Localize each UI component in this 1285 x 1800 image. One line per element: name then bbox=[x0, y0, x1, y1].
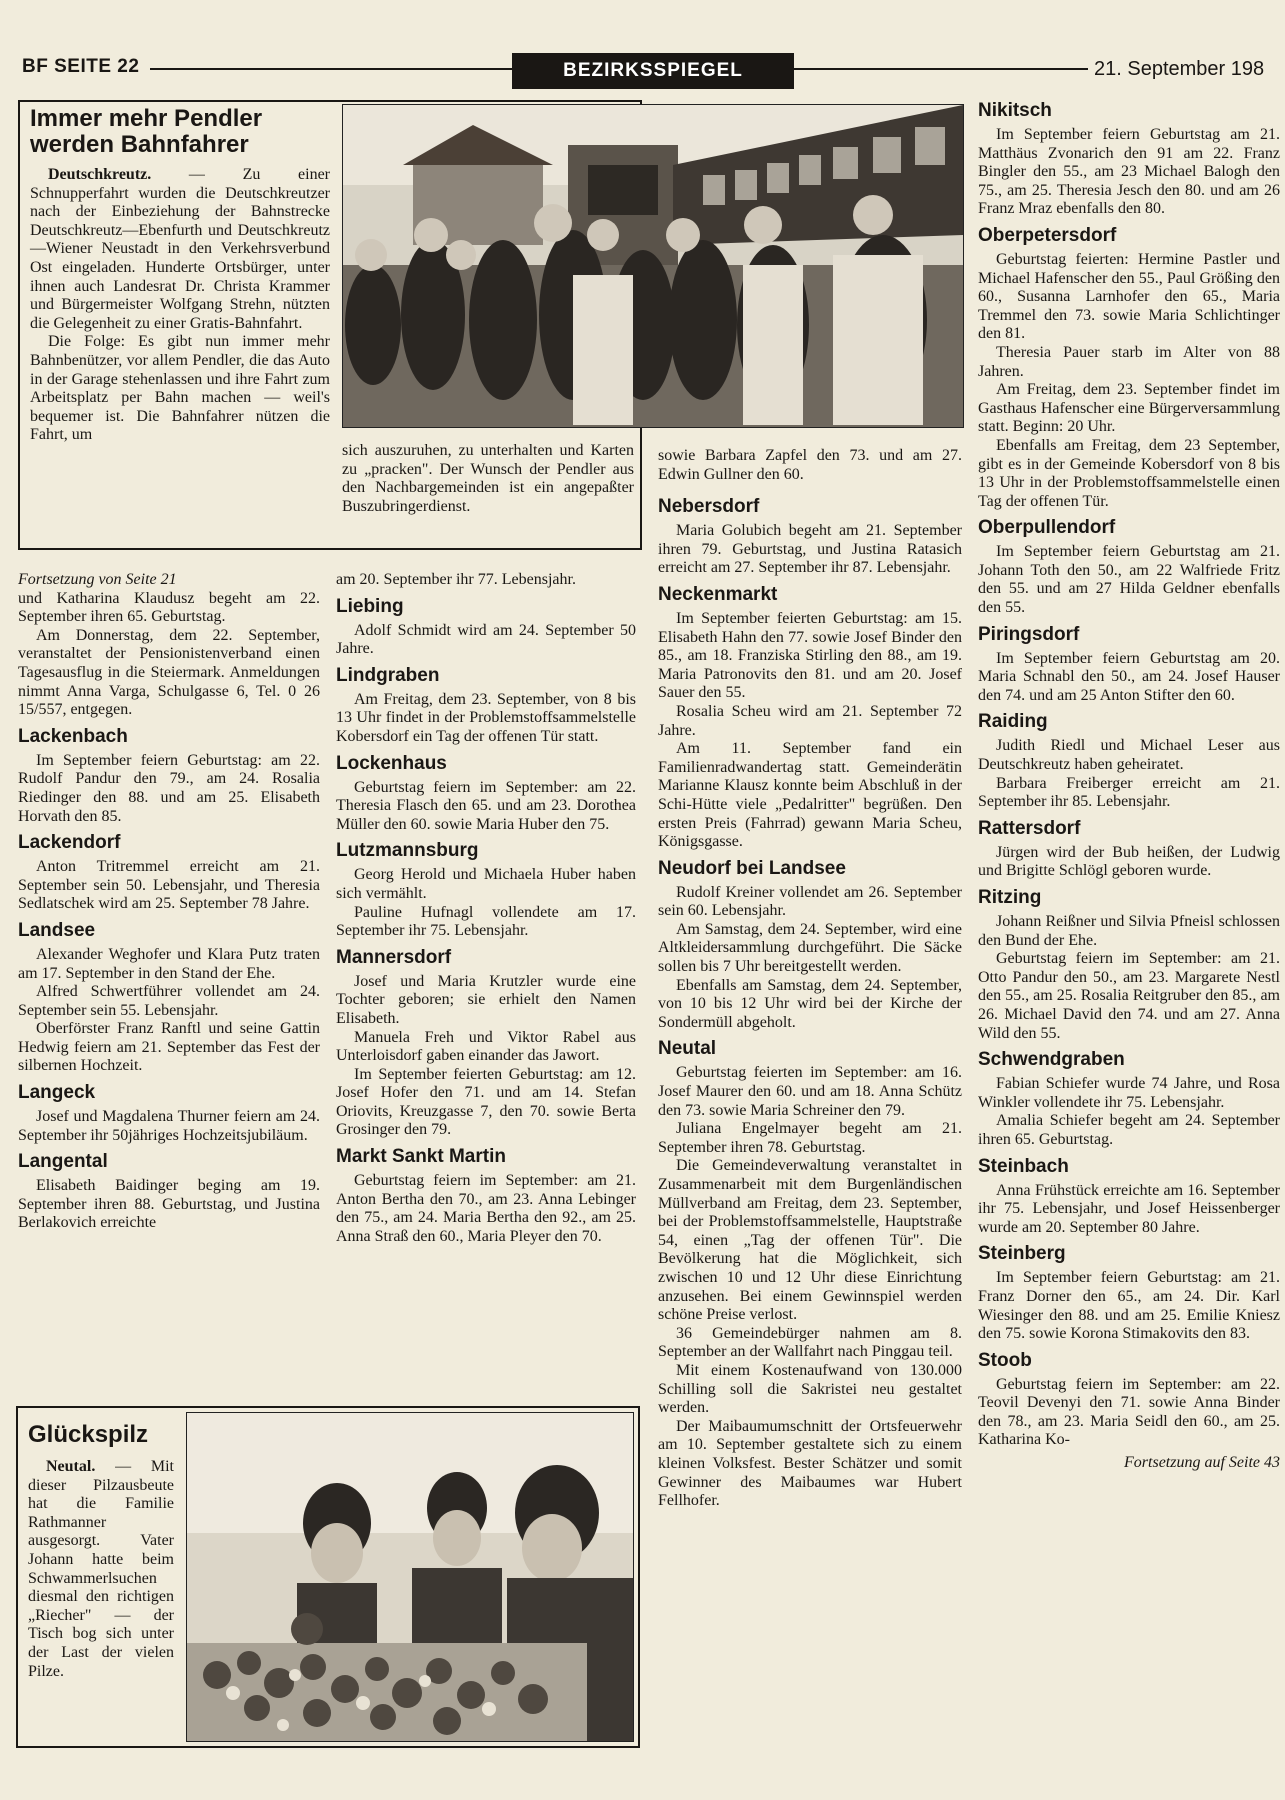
text-oberpetersdorf-4: Ebenfalls am Freitag, dem 23 September, gibt es in der Gemeinde Kobersdorf von 8 bis 13 Uhr in der Problemstoffsammelstelle einen Tag der offenen Tür. bbox=[978, 436, 1280, 510]
heading-stoob: Stoob bbox=[978, 1349, 1032, 1371]
heading-lutzmannsburg: Lutzmannsburg bbox=[336, 840, 479, 862]
text-langeck: Josef und Magdalena Thurner feiern am 24. September ihr 50jähriges Hochzeitsjubiläum. bbox=[18, 1108, 320, 1144]
text-steinberg: Im September feiern Geburtstag: am 21. Franz Dorner den 65., am 24. Dir. Karl Wiesinger den 88. und am 25. Emilie Kniesz den 75. sowie Korona Stimakovits den 83. bbox=[978, 1269, 1280, 1343]
text-schwendgraben-2: Amalia Schiefer begeht am 24. September ihren 65. Geburtstag. bbox=[978, 1112, 1280, 1148]
heading-schwendgraben: Schwendgraben bbox=[978, 1049, 1125, 1071]
text-oberpetersdorf-2: Theresia Pauer starb im Alter von 88 Jahren. bbox=[978, 343, 1280, 380]
text-neutal-6: Der Maibaumumschnitt der Ortsfeuerwehr am 10. September gestaltete sich zu einem kleinen Volksfest. Bester Schätzer und somit Gewinner des Maibaumes war Hubert Fellhofer. bbox=[658, 1417, 962, 1510]
heading-rattersdorf: Rattersdorf bbox=[978, 817, 1081, 839]
text-raiding-2: Barbara Freiberger erreicht am 21. September ihr 85. Lebensjahr. bbox=[978, 774, 1280, 811]
text-neutal-4: 36 Gemeindebürger nahmen am 8. September an der Wallfahrt nach Pinggau teil. bbox=[658, 1324, 962, 1361]
text-neudorf-1: Rudolf Kreiner vollendet am 26. September sein 60. Lebensjahr. bbox=[658, 883, 962, 920]
col1-p1: Am Donnerstag, dem 22. September, veranstaltet der Pensionistenverband einen Tagesausflug in die Steiermark. Anmeldungen nimmt Anna Varga, Schulgasse 6, Tel. 0 26 15/557, entgegen. bbox=[18, 626, 320, 719]
text-lockenhaus: Geburtstag feiern im September: am 22. Theresia Flasch den 65. und am 23. Dorothea Müller den 60. sowie Maria Huber den 75. bbox=[336, 778, 636, 833]
heading-ritzing: Ritzing bbox=[978, 887, 1042, 908]
heading-lockenhaus: Lockenhaus bbox=[336, 752, 447, 774]
header-rule-right bbox=[794, 68, 1088, 70]
text-oberpetersdorf-1: Geburtstag feierten: Hermine Pastler und Michael Hafenscher den 55., Paul Größing den 60., Susanna Larnhofer den 65., Maria Tremmel den 73. sowie Maria Schlichtinger den 81. bbox=[978, 250, 1280, 343]
text-neutal-5: Mit einem Kostenaufwand von 130.000 Schilling soll die Sakristei neu gestaltet werden. bbox=[658, 1361, 962, 1417]
text-mannersdorf-3: Im September feierten Geburtstag: am 12. Josef Hofer den 71. und am 14. Stefan Oriovits, Kreuzgasse 7, den 70. sowie Berta Grosinger den 79. bbox=[336, 1065, 636, 1139]
heading-neudorf: Neudorf bei Landsee bbox=[658, 857, 846, 879]
lead-title: Immer mehr Pendler werden Bahnfahrer bbox=[30, 105, 263, 158]
text-lindgraben: Am Freitag, dem 23. September, von 8 bis 13 Uhr findet in der Problemstoffsammelstelle Kobersdorf ein Tag der offenen Tür statt. bbox=[336, 690, 636, 745]
lead-dateline: Deutschkreutz. bbox=[48, 166, 152, 183]
heading-langental: Langental bbox=[18, 1151, 108, 1173]
glueckspilz-text bbox=[28, 1458, 174, 1681]
text-markt-sankt-martin: Geburtstag feiern im September: am 21. Anton Bertha den 70., am 23. Anna Lebinger den 75., am 24. Maria Bertha den 92., am 25. Anna Straß den 60., Maria Pleyer den 70. bbox=[336, 1172, 636, 1245]
text-neutal-1: Geburtstag feierten im September: am 16. Josef Maurer den 60. und am 18. Anna Schütz den 73. sowie Maria Schreiner den 79. bbox=[658, 1064, 962, 1119]
heading-steinberg: Steinberg bbox=[978, 1243, 1066, 1265]
heading-oberpullendorf: Oberpullendorf bbox=[978, 517, 1116, 539]
text-schwendgraben-1: Fabian Schiefer wurde 74 Jahre, und Rosa Winkler vollendete ihr 75. Lebensjahr. bbox=[978, 1075, 1280, 1111]
glueckspilz-title: Glückspilz bbox=[28, 1421, 149, 1448]
text-steinbach: Anna Frühstück erreichte am 16. September ihr 75. Lebensjahr, und Josef Heissenberger wurde am 20. September 80 Jahre. bbox=[978, 1181, 1280, 1236]
heading-nebersdorf: Nebersdorf bbox=[658, 496, 760, 518]
continued-on: Fortsetzung auf Seite 43 bbox=[1124, 1454, 1280, 1472]
text-stoob: Geburtstag feiern im September: am 22. Teovil Devenyi den 71. sowie Anna Binder den 78., am 23. Maria Seidl den 60., am 25. Katharina Ko- bbox=[978, 1375, 1280, 1449]
heading-neckenmarkt: Neckenmarkt bbox=[658, 583, 778, 605]
continued-from: Fortsetzung von Seite 21 bbox=[18, 571, 177, 588]
text-neckenmarkt-1: Im September feierten Geburtstag: am 15. Elisabeth Hahn den 77. sowie Josef Binder den 85., am 18. Franziska Stirling den 88., am 19. Maria Patronovits den 81. und am 20. Josef Sauer den 55. bbox=[658, 609, 962, 702]
train-photo-illustration bbox=[343, 105, 963, 427]
heading-piringsdorf: Piringsdorf bbox=[978, 623, 1080, 645]
lead-story bbox=[30, 106, 330, 445]
text-neudorf-2: Am Samstag, dem 24. September, wird eine Altkleidersammlung durchgeführt. Die Säcke sollen bis 7 Uhr bereitgestellt werden. bbox=[658, 920, 962, 976]
header-rule-left bbox=[150, 68, 512, 70]
column-4 bbox=[978, 100, 1280, 1473]
text-landsee-3: Oberförster Franz Ranftl und seine Gattin Hedwig feiern am 21. September das Fest der silbernen Hochzeit. bbox=[18, 1020, 320, 1075]
page-date: 21. September 198 bbox=[1094, 58, 1265, 80]
heading-nikitsch: Nikitsch bbox=[978, 100, 1052, 121]
text-piringsdorf: Im September feiern Geburtstag am 20. Maria Schnabl den 50., am 24. Josef Hauser den 74. und am 25 Anton Stifter den 60. bbox=[978, 649, 1280, 704]
text-oberpullendorf: Im September feiern Geburtstag am 21. Johann Toth den 50., am 22 Walfriede Fritz den 55. und am 27 Hilda Geldner ebenfalls den 55. bbox=[978, 543, 1280, 617]
column-1 bbox=[18, 571, 320, 1233]
text-nebersdorf: Maria Golubich begeht am 21. September ihren 79. Geburtstag, und Justina Ratasich erreicht am 27. September ihr 87. Lebensjahr. bbox=[658, 522, 962, 577]
text-ritzing-1: Johann Reißner und Silvia Pfneisl schlossen den Bund der Ehe. bbox=[978, 913, 1280, 949]
column-3 bbox=[658, 447, 962, 1511]
heading-lackendorf: Lackendorf bbox=[18, 832, 121, 854]
text-landsee-2: Alfred Schwertführer vollendet am 24. September sein 55. Lebensjahr. bbox=[18, 983, 320, 1019]
heading-langeck: Langeck bbox=[18, 1082, 96, 1104]
text-lutzmannsburg-1: Georg Herold und Michaela Huber haben sich vermählt. bbox=[336, 866, 636, 902]
text-mannersdorf-2: Manuela Freh und Viktor Rabel aus Unterloisdorf gaben einander das Jawort. bbox=[336, 1028, 636, 1065]
mushroom-photo-illustration bbox=[187, 1413, 633, 1741]
heading-lackenbach: Lackenbach bbox=[18, 725, 128, 747]
heading-markt-sankt-martin: Markt Sankt Martin bbox=[336, 1146, 506, 1168]
col1-p0: und Katharina Klaudusz begeht am 22. September ihren 65. Geburtstag. bbox=[18, 589, 320, 626]
train-photo bbox=[342, 104, 964, 428]
text-rattersdorf: Jürgen wird der Bub heißen, der Ludwig und Brigitte Schlögl geboren wurde. bbox=[978, 843, 1280, 880]
text-neutal-2: Juliana Engelmayer begeht am 21. September ihren 78. Geburtstag. bbox=[658, 1120, 962, 1156]
text-raiding-1: Judith Riedl und Michael Leser aus Deutschkreutz haben geheiratet. bbox=[978, 737, 1280, 774]
text-neckenmarkt-3: Am 11. September fand ein Familienradwandertag statt. Gemeinderätin Marianne Klausz konnte beim Abschluß in der Schi-Hütte viele „Pedalritter" begrüßen. Den ersten Preis (Fahrrad) gewann Maria Scheu, Königsgasse. bbox=[658, 740, 962, 851]
column-2 bbox=[336, 571, 636, 1246]
heading-landsee: Landsee bbox=[18, 919, 96, 941]
heading-lindgraben: Lindgraben bbox=[336, 664, 440, 686]
lead-p2: Die Folge: Es gibt nun immer mehr Bahnbenützer, vor allem Pendler, die das Auto in der Garage stehenlassen und ihre Fahrt zum Arbeitsplatz per Bahn machen — weil's bequemer ist. Die Bahnfahrer nützen die Fahrt, um bbox=[30, 333, 330, 444]
text-lutzmannsburg-2: Pauline Hufnagl vollendete am 17. September ihr 75. Lebensjahr. bbox=[336, 903, 636, 940]
glueckspilz-dateline: Neutal. bbox=[46, 1458, 96, 1475]
glueckspilz-story bbox=[28, 1422, 174, 1681]
mushroom-photo bbox=[186, 1412, 634, 1742]
text-liebing: Adolf Schmidt wird am 24. September 50 Jahre. bbox=[336, 621, 636, 658]
text-oberpetersdorf-3: Am Freitag, dem 23. September findet im Gasthaus Hafenscher eine Bürgerversammlung statt. Beginn: 20 Uhr. bbox=[978, 381, 1280, 436]
glueckspilz-body: — Mit dieser Pilzausbeute hat die Familie Rathmanner ausgesorgt. Vater Johann hatte beim Schwammerlsuchen diesmal den richtigen „Riecher" — der Tisch bog sich unter der Last der vielen Pilze. bbox=[28, 1458, 174, 1680]
text-mannersdorf-1: Josef und Maria Krutzler wurde eine Tochter geboren; sie erhielt den Namen Elisabeth. bbox=[336, 972, 636, 1027]
lead-p1: — Zu einer Schnupperfahrt wurden die Deutschkreutzer nach der Einbeziehung der Bahnstrecke Deutschkreutz—Ebenfurth und Deutschkreutz—Wiener Neustadt in den Verkehrsverbund Ost eingeladen. Hunderte Ortsbürger, unter ihnen auch Landesrat Dr. Christa Krammer und Bürgermeister Wolfgang Strehn, nützten die Gelegenheit zu einer Gratis-Bahnfahrt. bbox=[30, 166, 331, 332]
text-langental: Elisabeth Baidinger beging am 19. September ihren 88. Geburtstag, und Justina Berlakovich erreichte bbox=[18, 1177, 320, 1232]
text-neudorf-3: Ebenfalls am Samstag, dem 24. September, von 10 bis 12 Uhr wird bei der Kirche der Sondermüll abgeholt. bbox=[658, 976, 962, 1031]
section-banner: BEZIRKSSPIEGEL bbox=[512, 53, 794, 89]
text-lackendorf: Anton Tritremmel erreicht am 21. September sein 50. Lebensjahr, und Theresia Sedlatschek wird am 25. September 78 Jahre. bbox=[18, 858, 320, 913]
heading-steinbach: Steinbach bbox=[978, 1155, 1069, 1177]
heading-oberpetersdorf: Oberpetersdorf bbox=[978, 224, 1117, 246]
lead-text bbox=[30, 166, 330, 445]
heading-raiding: Raiding bbox=[978, 711, 1048, 733]
text-neckenmarkt-2: Rosalia Scheu wird am 21. September 72 Jahre. bbox=[658, 702, 962, 739]
page-label: BF SEITE 22 bbox=[22, 56, 140, 77]
text-landsee-1: Alexander Weghofer und Klara Putz traten am 17. September in den Stand der Ehe. bbox=[18, 945, 320, 982]
lead-continuation bbox=[342, 442, 634, 516]
col3-p0: sowie Barbara Zapfel den 73. und am 27. Edwin Gullner den 60. bbox=[658, 447, 962, 483]
heading-mannersdorf: Mannersdorf bbox=[336, 946, 452, 968]
heading-liebing: Liebing bbox=[336, 595, 404, 617]
text-ritzing-2: Geburtstag feiern im September: am 21. Otto Pandur den 50., am 23. Margarete Nestl den 55., am 25. Rosalia Reitgruber den 85., am 26. Michael David den 74. und am 27. Anna Wild den 55. bbox=[978, 950, 1280, 1042]
col2-p0: am 20. September ihr 77. Lebensjahr. bbox=[336, 571, 576, 588]
text-nikitsch: Im September feiern Geburtstag am 21. Matthäus Zvonarich den 91 am 22. Franz Bingler den 55., am 23 Michael Balogh den 75., am 25. Theresia Jesch den 80. und am 26 Franz Mraz ebenfalls den 80. bbox=[978, 126, 1280, 218]
text-neutal-3: Die Gemeindeverwaltung veranstaltet in Zusammenarbeit mit dem Burgenländischen Müllverband am Freitag, dem 23. September, bei der Problemstoffsammelstelle, Hauptstraße 54, einen „Tag der offenen Tür". Die Bevölkerung hat die Möglichkeit, sich zwischen 10 und 12 Uhr diese Einrichtung anzusehen. Bei einem Gewinnspiel werden schöne Preise verlost. bbox=[658, 1157, 962, 1324]
text-lackenbach: Im September feiern Geburtstag: am 22. Rudolf Pandur den 79., am 24. Rosalia Riedinger den 88. und am 25. Elisabeth Horvath den 85. bbox=[18, 751, 320, 825]
heading-neutal: Neutal bbox=[658, 1038, 717, 1060]
lead-p3: sich auszuruhen, zu unterhalten und Karten zu „pracken". Der Wunsch der Pendler aus den Nachbargemeinden ist ein angepaßter Buszubringerdienst. bbox=[342, 442, 634, 515]
